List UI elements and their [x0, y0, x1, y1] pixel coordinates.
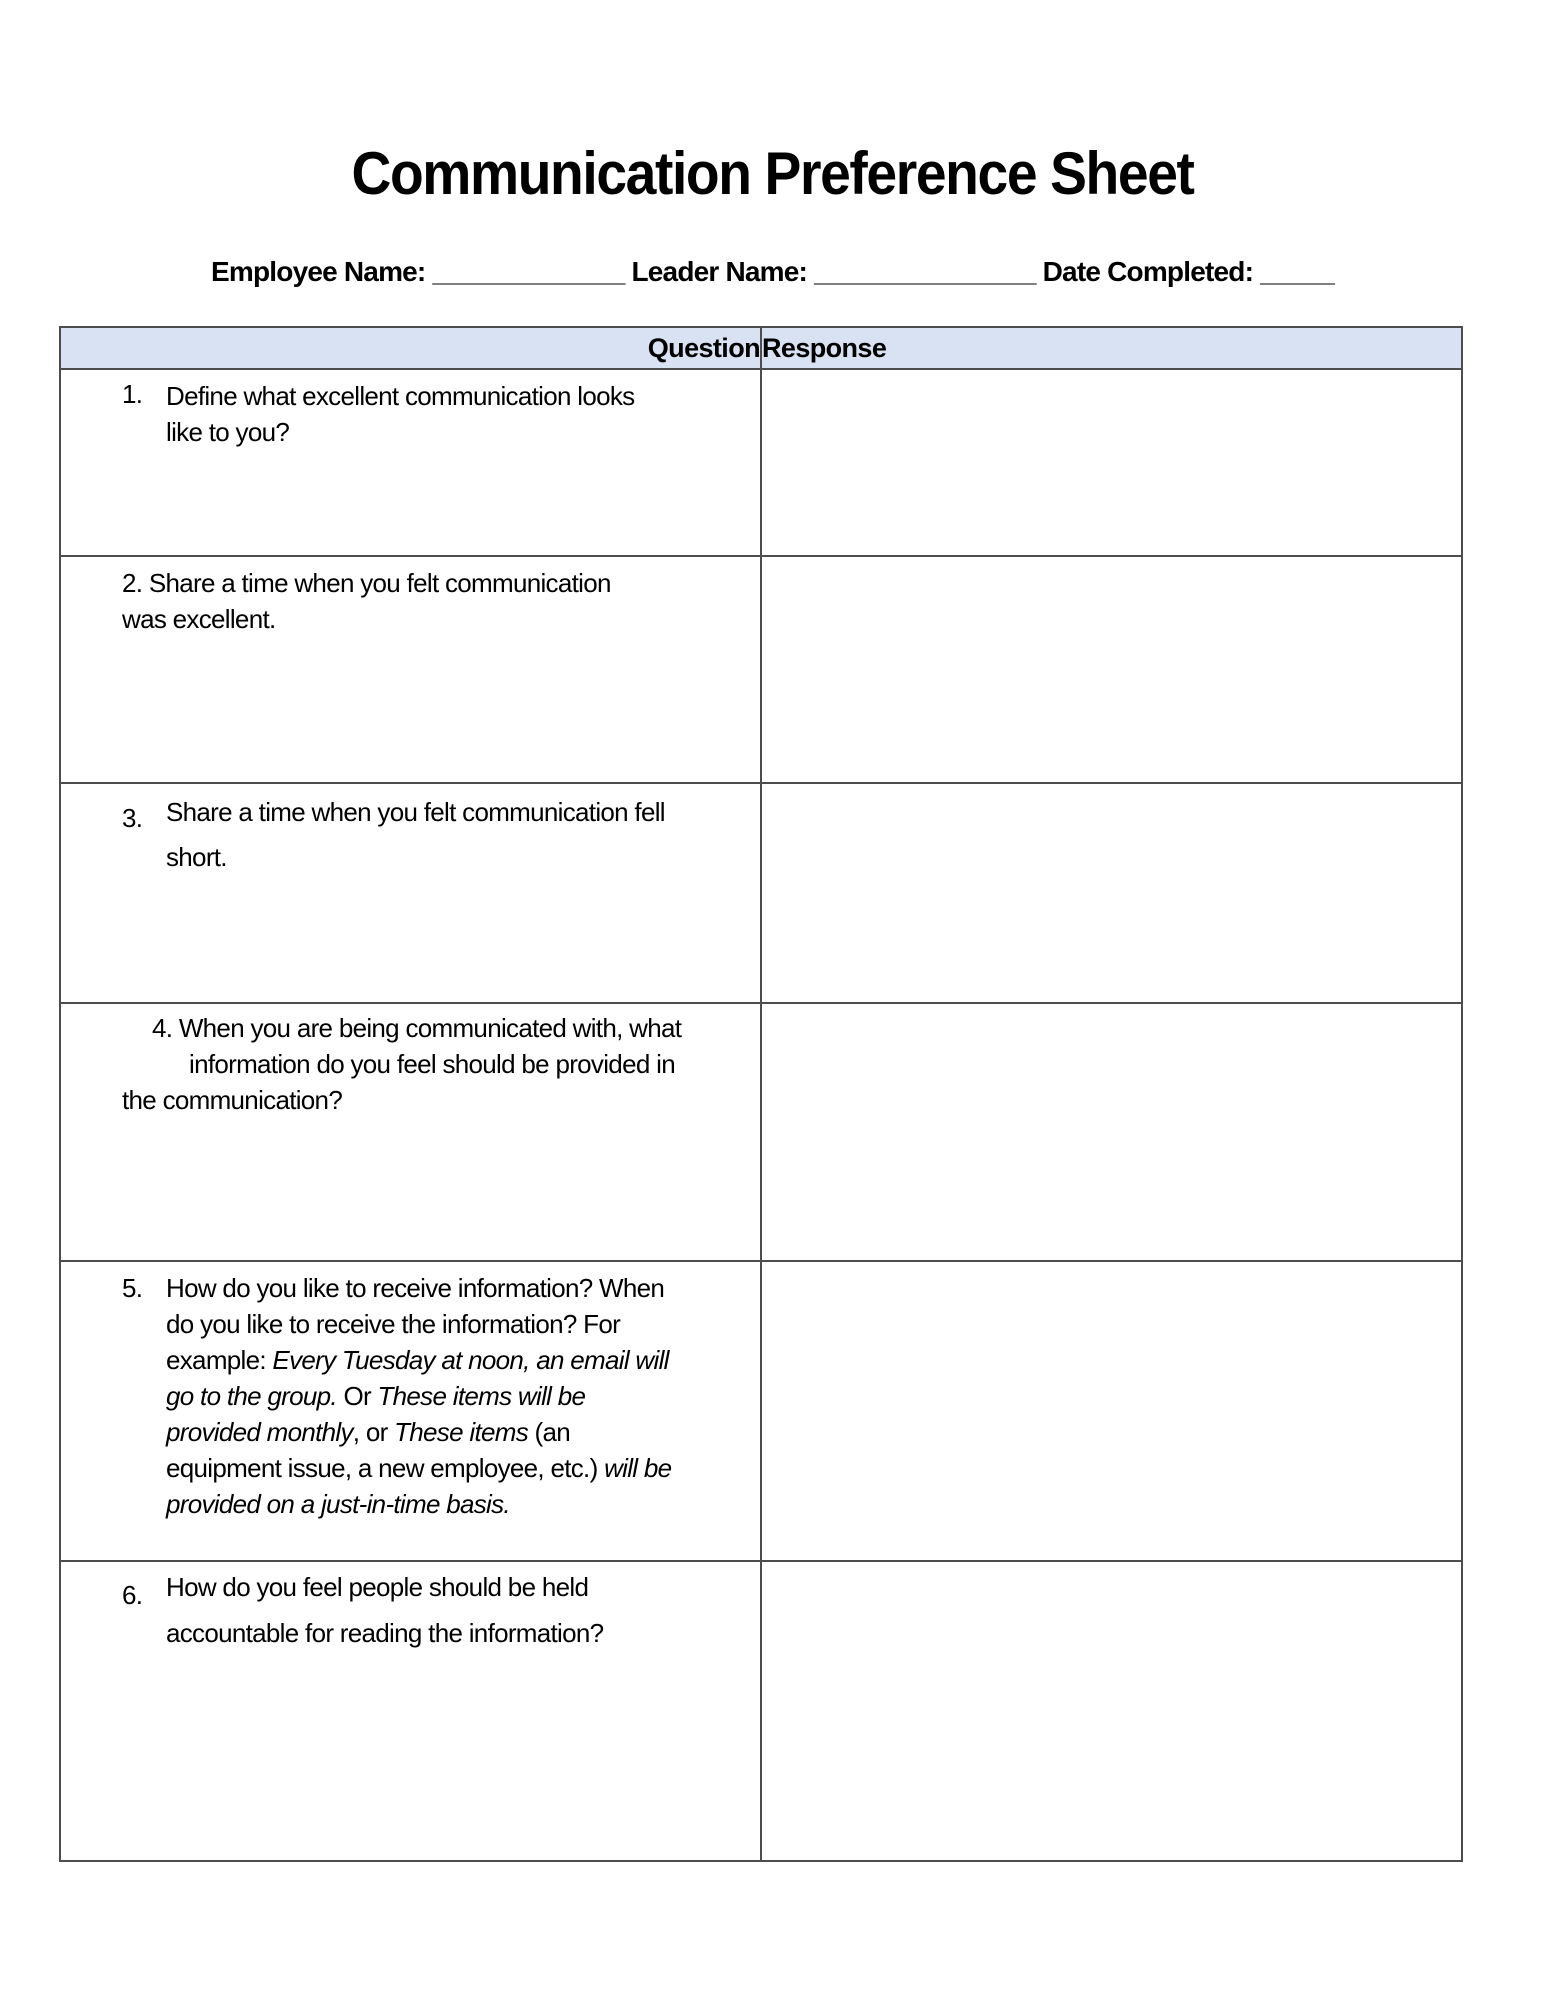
leader-name-blank[interactable]: _______________ — [814, 256, 1036, 287]
question-table — [59, 326, 1463, 1862]
employee-name-blank[interactable]: _____________ — [432, 256, 625, 287]
response-column-header: Response — [761, 327, 1462, 369]
question-text-line: was excellent. — [122, 604, 276, 634]
question-text-line: the communication? — [122, 1085, 343, 1115]
date-completed-label: Date Completed: — [1042, 256, 1254, 287]
page-title: Communication Preference Sheet — [351, 140, 1194, 207]
question-cell — [60, 783, 761, 1003]
question-cell — [60, 1261, 761, 1561]
table-header-row — [60, 327, 1462, 369]
response-cell[interactable] — [761, 369, 1462, 556]
leader-name-label: Leader Name: — [631, 256, 808, 287]
question-text-line: Share a time when you felt communication — [148, 568, 611, 598]
question-text-line — [166, 1486, 746, 1522]
question-text-line: How do you like to receive information? When — [166, 1273, 665, 1303]
response-cell[interactable] — [761, 783, 1462, 1003]
question-text-line: How do you feel people should be held — [166, 1572, 589, 1602]
question-cell — [60, 1561, 761, 1861]
example-italic: provided on a just-in-time basis. — [166, 1489, 510, 1519]
question-cell — [60, 1003, 761, 1261]
question-text-line: short. — [166, 842, 227, 872]
date-completed-blank[interactable]: _____ — [1260, 256, 1334, 287]
question-text-line: Share a time when you felt communication fell — [166, 797, 665, 827]
question-text-line: go to the group. Or These items will be — [166, 1381, 586, 1411]
table-row — [60, 783, 1462, 1003]
question-text-line: Define what excellent communication looks — [166, 381, 635, 411]
example-italic: Every Tuesday at noon, an email will — [272, 1345, 669, 1375]
response-cell[interactable] — [761, 556, 1462, 783]
question-number: 4. — [152, 1013, 173, 1043]
example-italic: go to the group. — [166, 1381, 337, 1411]
example-italic: will be — [604, 1453, 672, 1483]
table-row — [60, 1561, 1462, 1861]
question-text-line: example: Every Tuesday at noon, an email will — [166, 1345, 669, 1375]
table-row — [60, 369, 1462, 556]
employee-name-label: Employee Name: — [211, 256, 426, 287]
question-text-line: do you like to receive the information? For — [166, 1309, 621, 1339]
question-number: 1. — [122, 379, 143, 409]
question-text-line: equipment issue, a new employee, etc.) will be — [166, 1453, 672, 1483]
question-number: 5. — [122, 1273, 143, 1303]
question-number: 2. — [122, 568, 143, 598]
response-cell[interactable] — [761, 1561, 1462, 1861]
question-text-line: information do you feel should be provided in — [189, 1049, 675, 1079]
question-column-header: Question — [60, 327, 761, 369]
response-cell[interactable] — [761, 1261, 1462, 1561]
question-number: 3. — [122, 803, 143, 833]
table-row — [60, 556, 1462, 783]
question-text-line: provided monthly, or These items (an — [166, 1417, 571, 1447]
question-cell — [60, 556, 761, 783]
example-italic: provided monthly — [166, 1417, 353, 1447]
question-text-line: When you are being communicated with, what — [178, 1013, 682, 1043]
table-row — [60, 1261, 1462, 1561]
question-number: 6. — [122, 1580, 143, 1610]
example-italic: These items will be — [377, 1381, 586, 1411]
question-cell — [60, 369, 761, 556]
table-row — [60, 1003, 1462, 1261]
example-italic: These items — [394, 1417, 528, 1447]
question-text-line: like to you? — [166, 417, 290, 447]
info-fields-line — [0, 254, 1545, 290]
response-cell[interactable] — [761, 1003, 1462, 1261]
question-text-line: accountable for reading the information? — [166, 1618, 604, 1648]
